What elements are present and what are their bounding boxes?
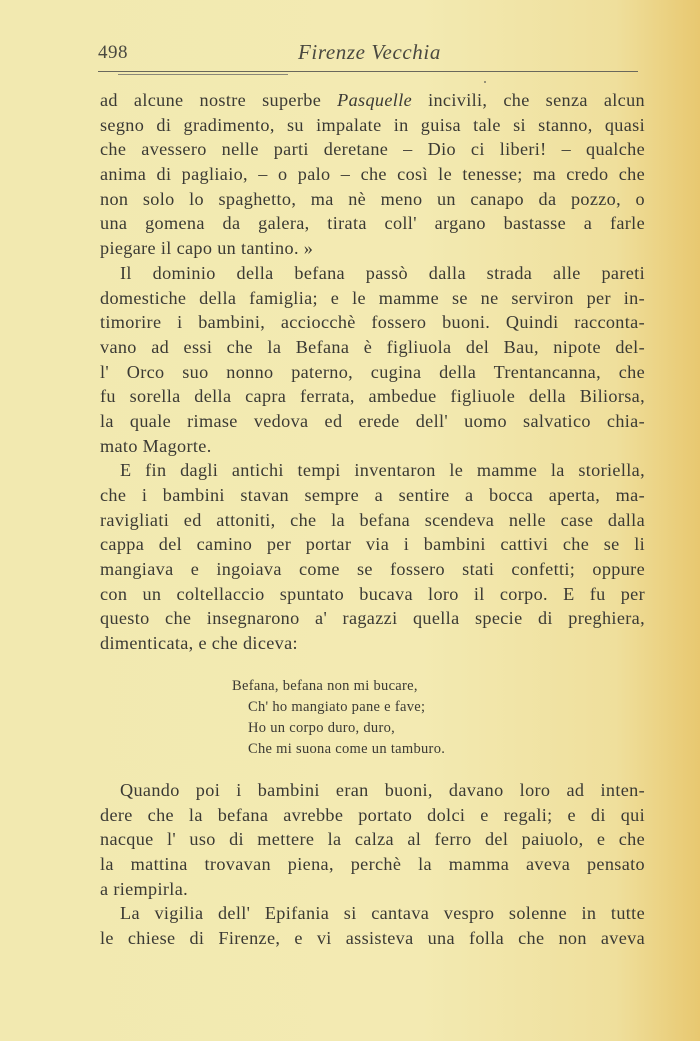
text-line: segno di gradimento, su impalate in guisa tale si stanno, quasi (100, 114, 645, 135)
text-line: nacque l' uso di mettere la calza al ferro del paiuolo, e che (100, 829, 645, 850)
body-text-upper (100, 88, 645, 656)
header-rule (98, 71, 638, 72)
text-line: una gomena da galera, tirata coll' argano bastasse a farle (100, 213, 645, 234)
text-line: piegare il capo un tantino. » (100, 238, 314, 259)
verse-line: Ch' ho mangiato pane e fave; (248, 699, 426, 715)
text-line: che avessero nelle parti deretane – Dio ci liberi! – qualche (100, 139, 645, 160)
text-line: La vigilia dell' Epifania si cantava vespro solenne in tutte (120, 903, 645, 924)
text-line: la mattina trovavan piena, perchè la mamma aveva pensato (100, 854, 645, 875)
text-line: a riempirla. (100, 878, 189, 899)
verse-quotation (232, 676, 552, 760)
text-span: ad alcune nostre superbe (100, 90, 338, 110)
italic-word: Pasquelle (337, 90, 413, 110)
text-line: l' Orco suo nonno paterno, cugina della Trentancanna, che (100, 361, 645, 382)
text-line: anima di pagliaio, – o palo – che così le tenesse; ma credo che (100, 164, 645, 185)
body-text-lower (100, 778, 645, 951)
text-line: E fin dagli antichi tempi inventaron le mamme la storiella, (120, 460, 645, 481)
print-speck (484, 81, 486, 83)
text-line: cappa del camino per portar via i bambini cattivi che se li (100, 534, 645, 555)
text-line: Quando poi i bambini eran buoni, davano loro ad inten- (120, 780, 645, 800)
text-line: le chiese di Firenze, e vi assisteva una folla che non aveva (100, 928, 645, 949)
header-rule-secondary (118, 74, 288, 75)
page-number: 498 (98, 42, 128, 63)
text-line: Il dominio della befana passò dalla strada alle pareti (120, 262, 645, 283)
text-span: incivili, che senza alcun (412, 90, 645, 110)
running-title: Firenze Vecchia (298, 40, 441, 64)
text-line: non solo lo spaghetto, ma nè meno un canapo da pozzo, o (100, 188, 645, 209)
text-line: dimenticata, e che diceva: (100, 633, 298, 654)
text-line: domestiche della famiglia; e le mamme se ne serviron per in- (100, 287, 645, 308)
running-head (98, 40, 638, 66)
text-line: questo che insegnarono a' ragazzi quella specie di preghiera, (100, 608, 645, 629)
text-line: dere che la befana avrebbe portato dolci e regali; e di qui (100, 804, 645, 825)
text-line: la quale rimase vedova ed erede dell' uomo salvatico chia- (100, 410, 645, 431)
text-line: fu sorella della capra ferrata, ambedue figliuole della Biliorsa, (100, 386, 645, 407)
text-line: mato Magorte. (100, 435, 212, 456)
text-line: con un coltellaccio spuntato bucava loro il corpo. E fu per (100, 583, 645, 604)
text-line: vano ad essi che la Befana è figliuola del Bau, nipote del- (100, 336, 645, 357)
verse-line: Che mi suona come un tamburo. (248, 741, 446, 757)
text-line: ravigliati ed attoniti, che la befana scendeva nelle case dalla (100, 509, 645, 530)
text-line: che i bambini stavan sempre a sentire a bocca aperta, ma- (100, 485, 645, 505)
verse-line: Ho un corpo duro, duro, (248, 720, 396, 736)
text-line: mangiava e ingoiava come se fossero stati confetti; oppure (100, 559, 645, 580)
verse-line: Befana, befana non mi bucare, (232, 678, 418, 694)
text-line: timorire i bambini, acciocchè fossero buoni. Quindi racconta- (100, 312, 645, 333)
text-line (100, 88, 645, 113)
